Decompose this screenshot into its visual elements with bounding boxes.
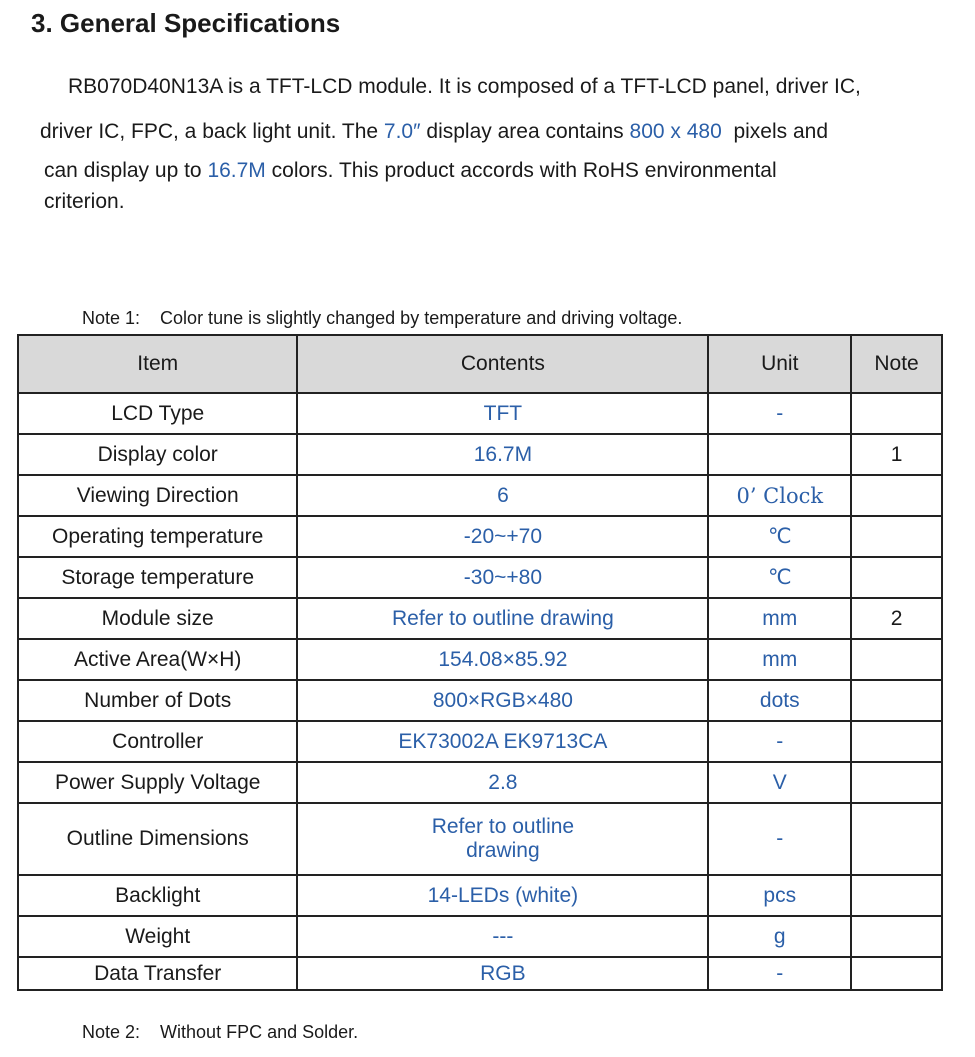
cell-item: Power Supply Voltage [18,762,297,803]
cell-contents: 800×RGB×480 [297,680,708,721]
cell-unit: mm [708,639,851,680]
header-item: Item [18,335,297,393]
cell-note: 1 [851,434,942,475]
paragraph-line-2 [40,120,828,144]
resolution-value: 800 x 480 [629,120,722,143]
header-unit: Unit [708,335,851,393]
table-header-row [18,335,942,393]
cell-note [851,393,942,434]
note-2-label: Note 2: [82,1022,141,1042]
table-row [18,434,942,475]
note-1-label: Note 1: [82,308,141,328]
paragraph-text: driver IC, FPC, a back light unit. The [40,120,384,143]
cell-contents: 154.08×85.92 [297,639,708,680]
cell-unit: g [708,916,851,957]
note-2-text: Without FPC and Solder. [160,1022,359,1042]
section-heading: 3. General Specifications [31,8,341,38]
paragraph-line-3 [44,159,777,183]
cell-item: Storage temperature [18,557,297,598]
cell-unit [708,434,851,475]
cell-contents-line: drawing [466,839,540,862]
paragraph-text: display area contains [420,120,630,143]
cell-unit: 0’ Clock [708,475,851,516]
cell-item: Weight [18,916,297,957]
cell-item: Active Area(W×H) [18,639,297,680]
cell-contents: 14-LEDs (white) [297,875,708,916]
cell-unit: pcs [708,875,851,916]
table-row [18,916,942,957]
cell-contents-line: Refer to outline [431,815,575,838]
cell-item: Viewing Direction [18,475,297,516]
paragraph-line-4: criterion. [44,190,125,213]
cell-item: LCD Type [18,393,297,434]
header-contents: Contents [297,335,708,393]
cell-contents: TFT [297,393,708,434]
table-row [18,680,942,721]
cell-item: Display color [18,434,297,475]
cell-unit: dots [708,680,851,721]
table-row [18,393,942,434]
cell-item: Module size [18,598,297,639]
cell-note [851,916,942,957]
cell-unit: - [708,957,851,990]
paragraph-text: pixels and [721,120,829,143]
cell-note [851,957,942,990]
table-row [18,639,942,680]
cell-note [851,875,942,916]
table-row [18,803,942,875]
cell-note [851,516,942,557]
cell-note [851,557,942,598]
cell-contents: Refer to outline drawing [297,598,708,639]
table-row [18,957,942,990]
cell-item: Backlight [18,875,297,916]
display-size-value: 7.0″ [383,120,421,143]
header-note: Note [851,335,942,393]
cell-note [851,762,942,803]
table-row [18,516,942,557]
cell-item: Data Transfer [18,957,297,990]
paragraph-line-1: RB070D40N13A is a TFT-LCD module. It is composed of a TFT-LCD panel, driver IC, [68,75,861,98]
cell-contents: -20~+70 [297,516,708,557]
cell-item: Controller [18,721,297,762]
table-row [18,598,942,639]
paragraph-text: can display up to [44,159,208,182]
cell-contents: --- [297,916,708,957]
color-count-value: 16.7M [207,159,266,182]
spec-table [17,334,943,991]
cell-unit: mm [708,598,851,639]
note-1-text: Color tune is slightly changed by temperature and driving voltage. [160,308,683,328]
cell-item: Outline Dimensions [18,803,297,875]
cell-unit: ℃ [708,557,851,598]
table-row [18,875,942,916]
cell-note [851,803,942,875]
note-2 [82,1022,358,1043]
cell-unit: - [708,721,851,762]
cell-note [851,639,942,680]
cell-contents: 16.7M [297,434,708,475]
table-row [18,557,942,598]
note-1 [82,308,682,329]
cell-contents: 2.8 [297,762,708,803]
cell-item: Operating temperature [18,516,297,557]
cell-unit: - [708,803,851,875]
cell-unit: - [708,393,851,434]
cell-unit: V [708,762,851,803]
cell-unit: ℃ [708,516,851,557]
cell-contents [297,803,708,875]
cell-note [851,475,942,516]
table-row [18,762,942,803]
cell-note: 2 [851,598,942,639]
table-row [18,475,942,516]
cell-contents: 6 [297,475,708,516]
cell-contents: -30~+80 [297,557,708,598]
paragraph-text: colors. This product accords with RoHS environmental [265,159,777,182]
cell-note [851,721,942,762]
cell-item: Number of Dots [18,680,297,721]
cell-note [851,680,942,721]
cell-contents: EK73002A EK9713CA [297,721,708,762]
table-row [18,721,942,762]
cell-contents: RGB [297,957,708,990]
